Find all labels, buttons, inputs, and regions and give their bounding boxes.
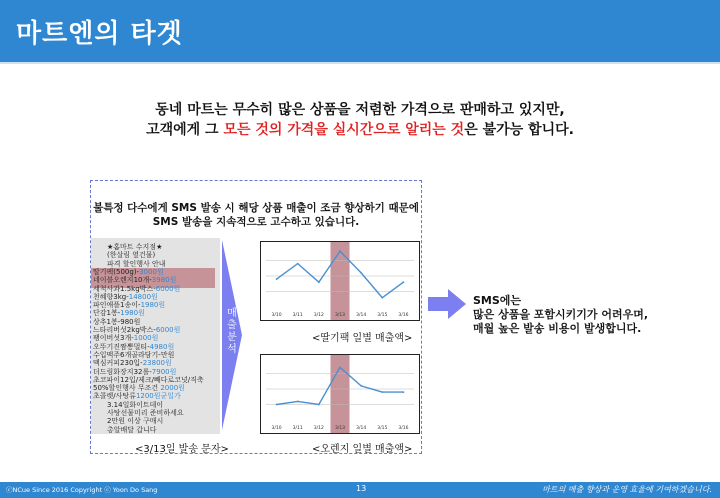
sms-line-text: ★홈마트 수지점★ (107, 243, 163, 251)
sms-line-price: 1980원 (120, 309, 145, 318)
lead-line-2 (0, 120, 720, 140)
x-tick-label: 3/12 (313, 313, 324, 318)
sms-line-text: 팽이버섯3개- (93, 334, 134, 343)
sms-line-price: 23800원 (142, 359, 172, 368)
footer-slogan: 마트의 매출 향상과 운영 효율에 기여하겠습니다. (542, 485, 712, 494)
x-tick-label: 3/14 (356, 426, 367, 431)
conclusion-line-2: 많은 상품을 포함시키기가 어려우며, (473, 308, 649, 321)
x-tick-label: 3/14 (356, 313, 367, 318)
sms-line-text: 파인애플1송이- (93, 301, 141, 310)
slide-header (0, 0, 720, 62)
x-tick-label: 3/16 (398, 426, 409, 431)
sms-line-text: 총알배달 갑니다 (107, 425, 157, 434)
slide-title: 마트엔의 타겟 (16, 19, 183, 49)
page-number: 13 (356, 484, 367, 493)
orange-sales-chart (260, 354, 420, 434)
sms-line-price: 2000원 (160, 384, 185, 393)
conclusion-line-3: 매월 높은 발송 비용이 발생합니다. (473, 322, 642, 335)
sms-line (107, 425, 157, 435)
data-point (360, 385, 362, 387)
x-tick-label: 3/13 (334, 313, 346, 318)
data-point (318, 404, 320, 406)
data-point (297, 401, 299, 403)
sms-line-text: 초콜렛/사탕류 (93, 392, 136, 401)
lead-suffix: 은 불가능 합니다. (464, 122, 574, 138)
data-point (403, 281, 405, 283)
sms-line-text: 2만원 이상 구매시 (107, 417, 164, 426)
highlight-band (330, 242, 349, 320)
conclusion-text (473, 294, 648, 336)
data-point (403, 391, 405, 393)
data-point (339, 250, 341, 252)
x-tick-label: 3/12 (313, 426, 324, 431)
x-tick-label: 3/15 (377, 426, 388, 431)
strawberry-chart-caption: <딸기팩 일별 매출액> (312, 333, 413, 344)
right-arrow-icon (428, 289, 466, 319)
sms-line-price: 1000원 (133, 334, 159, 343)
sms-line-text: 세척사과1.5kg박스- (93, 284, 156, 293)
lead-prefix: 고객에게 그 (146, 122, 224, 138)
data-point (318, 281, 320, 283)
slide-footer (0, 482, 720, 498)
sms-line-price: 6000원 (155, 284, 181, 293)
sms-line-text: 단감1봉- (93, 309, 121, 318)
sms-line-text: (한살림 옆건물) (107, 251, 156, 260)
sms-caption: <3/13일 발송 문자> (135, 444, 229, 455)
sms-line-text: 천혜향3kg- (93, 292, 129, 301)
data-point (360, 272, 362, 274)
x-tick-label: 3/11 (292, 426, 303, 431)
sms-line-price: 14800원 (128, 292, 158, 301)
sms-line-text: 상추1봉-980원 (93, 317, 141, 326)
sms-line-text: 오뚜기진짬뽕멀티- (93, 342, 150, 351)
sms-line-price: 4980원 (149, 342, 175, 351)
data-point (381, 297, 383, 299)
x-tick-label: 3/15 (377, 313, 388, 318)
sms-line-price: 6000원 (155, 326, 181, 334)
data-point (276, 404, 278, 406)
sms-line-text: 50%할인행사 무조건 (93, 384, 161, 393)
frame-caption-line-1: 불특정 다수에게 SMS 발송 시 해당 상품 매출이 조금 향상하기 때문에 (93, 202, 419, 214)
sms-line-text: 사탕선물미리 준비하세요 (107, 409, 184, 417)
x-tick-label: 3/11 (292, 313, 303, 318)
frame-caption-line-2: SMS 발송을 지속적으로 고수하고 있습니다. (152, 216, 360, 228)
lead-highlight: 모든 것의 가격을 실시간으로 알리는 것 (223, 122, 465, 138)
footer-copyright: ⓒNCue Since 2016 Copyright ⓒ Yoon Do Sang (6, 486, 158, 494)
sms-line-text: 맥심커피230입- (93, 359, 143, 368)
sms-line-text: 3.14일화이트데이 (107, 400, 164, 409)
sms-line-text: 파격 할인행사 안내 (107, 259, 166, 268)
sms-line-text: 네이블오렌지10개- (93, 276, 152, 285)
x-tick-label: 3/10 (271, 426, 282, 431)
data-point (381, 391, 383, 393)
frame-caption (90, 201, 422, 229)
strawberry-sales-chart (260, 241, 420, 321)
data-point (339, 366, 341, 368)
sms-line-text: 느타리버섯2kg박스- (93, 326, 156, 334)
sms-line-text: 초코파이12입/제크/빼다로코넛/직축 (93, 375, 204, 384)
lead-line-1: 동네 마트는 무수히 많은 상품을 저렴한 가격으로 판매하고 있지만, (155, 102, 565, 118)
orange-chart-caption: <오렌지 일별 매출액> (312, 444, 413, 455)
sms-line-text: 딸기팩(500g)- (93, 267, 140, 276)
conclusion-line-1: SMS에는 (473, 294, 522, 307)
x-tick-label: 3/16 (398, 313, 409, 318)
lead-text (0, 100, 720, 140)
sms-line-price: 1980원 (140, 301, 166, 310)
sms-line-price: 3980원 (151, 276, 177, 285)
data-point (297, 263, 299, 265)
sms-line-price: 1200원균일가 (135, 392, 181, 401)
x-tick-label: 3/13 (334, 426, 346, 431)
sms-line-price: 7900원 (151, 367, 177, 376)
sms-line-text: 수입맥주6개골라담기-만원 (93, 350, 175, 359)
header-divider (0, 62, 720, 64)
data-point (276, 278, 278, 280)
analysis-label: 매 출 분 석 (227, 308, 237, 355)
sms-message-screenshot (91, 238, 220, 434)
sms-line-text: 더드림화장지32롤- (93, 367, 152, 376)
x-tick-label: 3/10 (271, 313, 282, 318)
sms-line-price: 3000원 (139, 267, 164, 276)
